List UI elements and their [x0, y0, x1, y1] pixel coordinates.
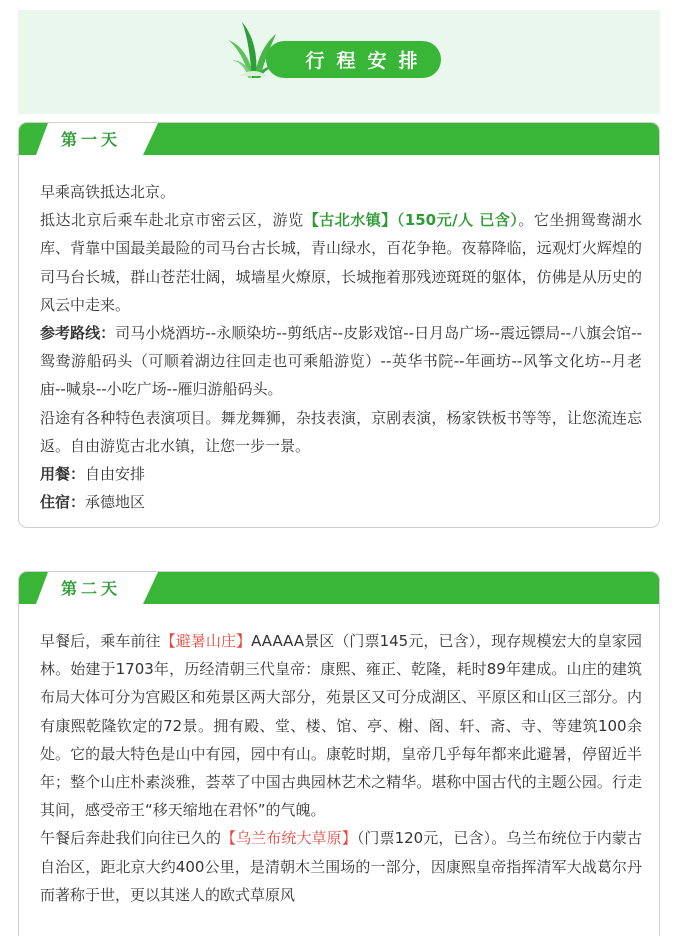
day-description	[40, 178, 642, 516]
paragraph	[40, 319, 642, 404]
text-run: 早乘高铁抵达北京。	[40, 183, 176, 201]
paragraph	[40, 824, 642, 909]
day-card-1	[18, 122, 660, 528]
highlight-text: 【避暑山庄】	[160, 632, 252, 650]
text-run: （门票120元，已含）。乌兰布统位于内蒙古自治区，距北京大约400公里，是清朝木兰围场的一部分，因康熙皇帝指挥清军大战葛尔丹而著称于世，更以其迷人的欧式草原风	[40, 829, 642, 904]
paragraph	[40, 206, 642, 319]
paragraph	[40, 404, 642, 460]
text-run: 午餐后奔赴我们向往已久的	[40, 829, 222, 848]
paragraph	[40, 178, 642, 206]
field-label: 住宿：	[40, 493, 86, 512]
highlight-text: 【乌兰布统大草原】	[221, 829, 357, 848]
text-run: 沿途有各种特色表演项目。舞龙舞狮，杂技表演，京剧表演，杨家铁板书等等，让您流连忘返。自由游览古北水镇，让您一步一景。	[40, 408, 642, 455]
text-run: 早餐后，乘车前往	[40, 632, 161, 650]
highlight-text: 【古北水镇】（150元/人 已含）	[303, 211, 519, 230]
text-run: 抵达北京后乘车赴北京市密云区，游览	[40, 211, 304, 230]
text-run: 。它坐拥鸳鸯湖水库、背靠中国最美最险的司马台古长城，青山绿水，百花争艳。夜幕降临，远观灯火辉煌的司马台长城，群山苍茫壮阔，城墙星火燎原，长城拖着那残迹斑斑的躯体，仿佛是从历史的风云中走来。	[40, 211, 642, 314]
field-label: 用餐：	[40, 465, 86, 484]
text-run: 司马小烧酒坊--永顺染坊--剪纸店--皮影戏馆--日月岛广场--震远镖局--八旗会馆--鸳鸯游船码头（可顺着湖边往回走也可乘船游览）--英华书院--年画坊--风筝文化坊--月老庙--喊泉--小吃广场--雁归游船码头。	[40, 324, 642, 399]
text-run: AAAAA景区（门票145元，已含），现存规模宏大的皇家园林。始建于1703年，历经清朝三代皇帝：康熙、雍正、乾隆，耗时89年建成。山庄的建筑布局大体可分为宫殿区和苑景区两大部分，苑景区又可分成湖区、平原区和山区三部分。内有康熙乾隆钦定的72景。拥有殿、堂、楼、馆、亭、榭、阁、轩、斋、寺、等建筑100余处。它的最大特色是山中有园，园中有山。康乾时期，皇帝几乎每年都来此避暑，停留近半年；整个山庄朴素淡雅，荟萃了中国古典园林艺术之精华。堪称中国古代的主题公园。行走其间，感受帝王“移天缩地在君怀”的气魄。	[40, 632, 642, 820]
day-description	[40, 627, 642, 909]
day-label: 第二天	[61, 579, 122, 598]
header-title: 行程安排	[266, 41, 441, 78]
text-run: 承德地区	[85, 493, 146, 512]
paragraph	[40, 460, 642, 488]
paragraph	[40, 627, 642, 824]
day-label: 第一天	[61, 130, 122, 149]
field-label: 参考路线：	[40, 324, 116, 343]
text-run: 自由安排	[85, 465, 146, 484]
paragraph	[40, 488, 642, 516]
day-card-2	[18, 571, 660, 936]
day-header-bar	[19, 123, 660, 155]
day-header-bar	[19, 572, 660, 604]
